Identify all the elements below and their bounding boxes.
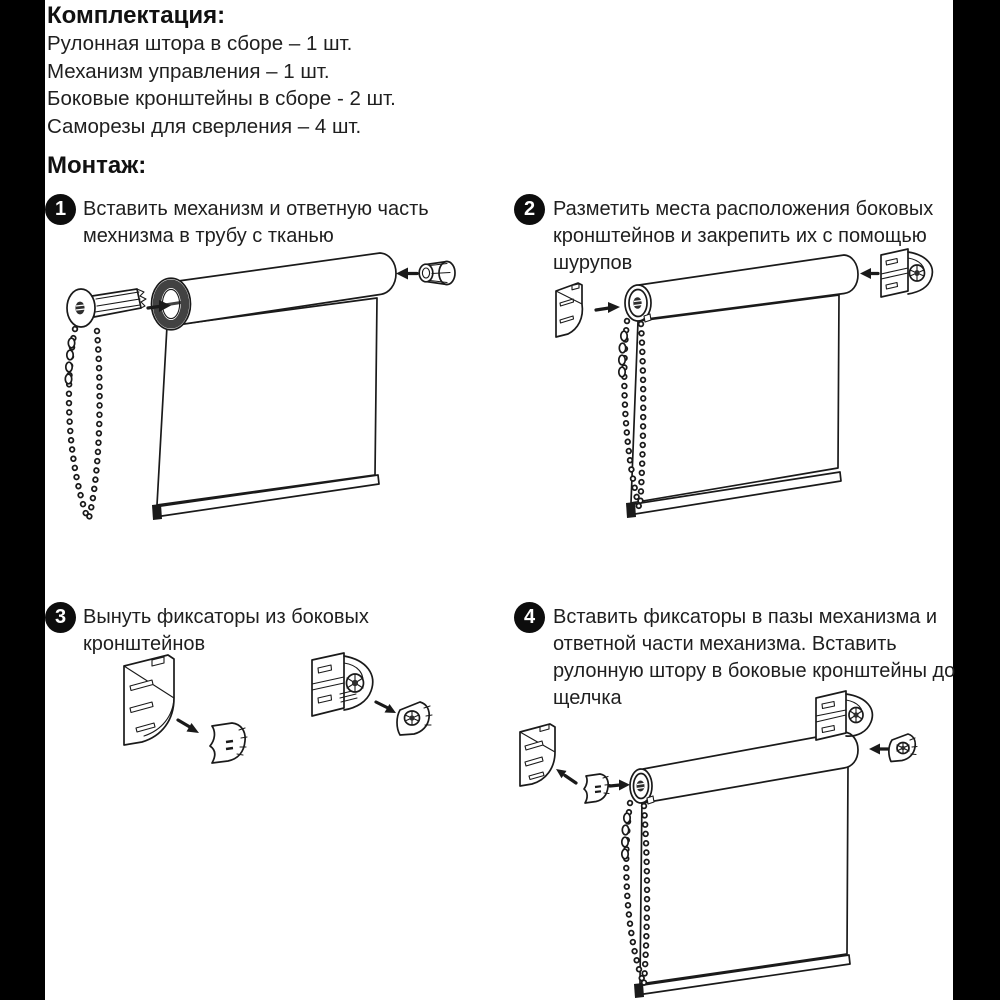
step-3-line: Вынуть фиксаторы из боковых [83, 606, 369, 628]
package-item: Рулонная штора в сборе – 1 шт. [47, 32, 353, 55]
package-item: Боковые кронштейны в сборе - 2 шт. [47, 87, 396, 110]
arrow-left-icon [396, 268, 417, 280]
step-2-line: Разметить места расположения боковых [553, 198, 934, 220]
end-cap [419, 262, 455, 285]
left-bracket [124, 655, 174, 745]
package-item: Механизм управления – 1 шт. [47, 59, 330, 83]
package-item: Саморезы для сверления – 4 шт. [47, 114, 362, 138]
step-3-illustration [40, 646, 450, 834]
arrow-right-icon [610, 780, 630, 791]
left-black-bar [0, 0, 45, 1000]
fixator-round [889, 734, 917, 762]
arrow-left-icon [869, 744, 888, 755]
right-black-bar [953, 0, 1000, 1000]
step-4-illustration [500, 686, 958, 1000]
arrow-right-icon [596, 302, 620, 313]
right-bracket [881, 249, 932, 297]
fixator-clip [584, 774, 610, 803]
fixator-round [397, 702, 432, 735]
step-1-text [83, 196, 429, 250]
arrow-up-left-icon [556, 769, 576, 783]
arrow-down-right-icon [376, 702, 396, 713]
step-3-line: кронштейнов [83, 633, 206, 655]
fixator-clip [210, 723, 247, 763]
step-1-illustration [40, 246, 460, 553]
step-4-line: Вставить фиксаторы в пазы механизма и [553, 606, 938, 628]
fabric-panel [152, 298, 379, 520]
package-list [47, 30, 396, 140]
right-bracket [816, 691, 872, 740]
left-bracket [520, 724, 555, 786]
step-3-badge: 3 [45, 602, 76, 633]
arrow-down-right-icon [178, 720, 199, 733]
right-bracket [312, 653, 373, 716]
step-4-line: ответной части механизма. Вставить [553, 633, 897, 655]
installation-title: Монтаж: [47, 152, 147, 179]
arrow-left-icon [860, 268, 878, 279]
step-2-illustration [518, 246, 958, 553]
step-1-line: Вставить механизм и ответную часть [83, 198, 429, 220]
step-2-badge: 2 [514, 194, 545, 225]
step-2-line: шурупов [553, 252, 633, 274]
step-1-line: мехнизма в трубу с тканью [83, 225, 334, 247]
step-2-line: кронштейнов и закрепить их с помощью [553, 225, 927, 247]
bead-chain [65, 329, 99, 518]
fabric-panel [634, 765, 850, 998]
step-1-badge: 1 [45, 194, 76, 225]
package-title: Комплектация: [47, 2, 226, 29]
step-4-line: рулонную штору в боковые кронштейны до [553, 660, 956, 682]
chain-mechanism [67, 289, 146, 327]
fabric-panel [626, 295, 841, 518]
left-bracket [556, 283, 582, 337]
step-4-badge: 4 [514, 602, 545, 633]
step-4-line: щелчка [553, 687, 622, 709]
